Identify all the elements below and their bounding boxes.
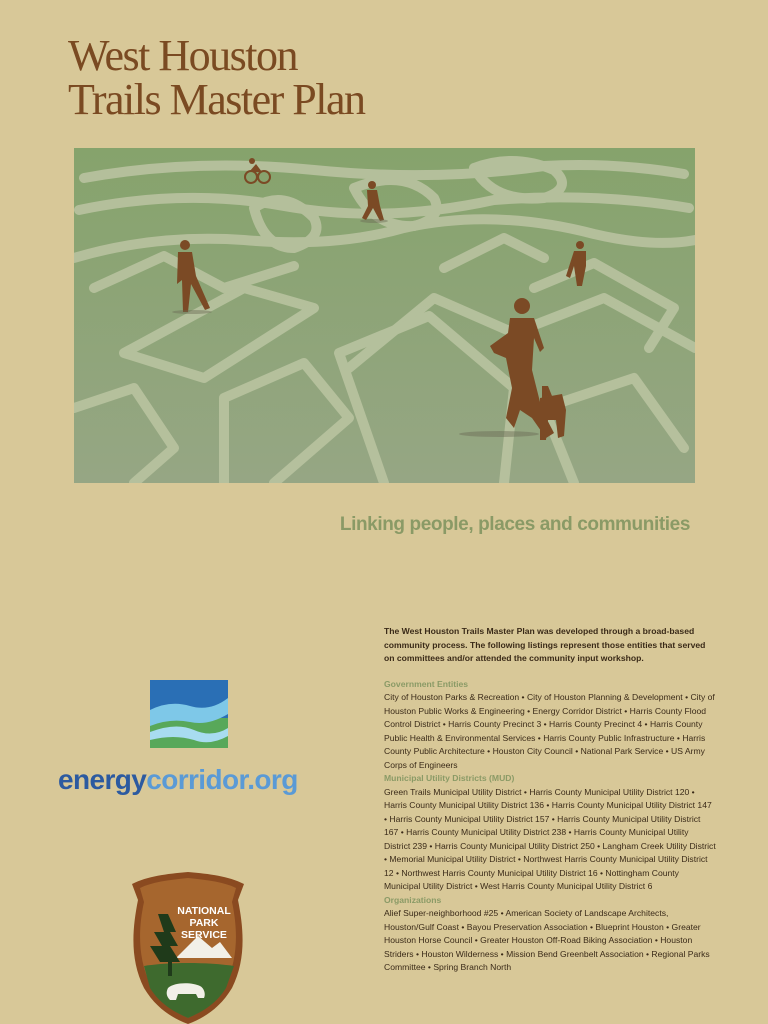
section-heading-organizations: Organizations	[384, 894, 442, 905]
nps-badge-line-1: NATIONAL	[177, 905, 231, 917]
document-title	[68, 31, 365, 124]
tagline: Linking people, places and communities	[339, 514, 690, 535]
hero-illustration	[74, 148, 695, 483]
section-body-organizations: Alief Super-neighborhood #25 • American Society of Landscape Architects, Houston/Gulf Coast • Bayou Preservation Association • Blueprint Houston • Greater Houston Horse Council • Greater Houston Off-Road Biking Association • Houston Striders • Houston Wilderness • Mission Bend Greenbelt Association • Regional Parks Committee • Spring Branch North	[384, 908, 710, 972]
logo-text-part-2: corridor.org	[146, 764, 298, 795]
nps-badge-line-3: SERVICE	[181, 929, 227, 941]
nps-badge-line-2: PARK	[189, 917, 219, 929]
logo-text-part-1: energy	[58, 764, 147, 795]
section-heading-mud: Municipal Utility Districts (MUD)	[384, 773, 515, 783]
section-heading-government: Government Entities	[384, 678, 469, 689]
title-line-1: West Houston	[68, 31, 298, 80]
section-body-government: City of Houston Parks & Recreation • City of Houston Planning & Development • City of Houston Public Works & Engineering • Energy Corridor District • Harris County Flood Control District • Harris County Precinct 3 • Harris County Precinct 4 • Harris County Public Health & Environmental Services • Harris County Public Infrastructure • Harris County Public Architecture • Houston City Council • National Park Service • US Army Corps of Engineers	[384, 692, 715, 770]
body-text	[384, 625, 716, 975]
energy-corridor-river-logo-icon	[150, 680, 228, 748]
title-line-2: Trails Master Plan	[68, 75, 365, 124]
energy-corridor-logo-text	[58, 766, 298, 794]
section-body-mud: Green Trails Municipal Utility District • Harris County Municipal Utility District 120 • Harris County Municipal Utility District 136 • Harris County Municipal Utility District 147 • Harris County Municipal Utility District 157 • Harris County Municipal Utility District 167 • Harris County Municipal Utility District 238 • Harris County Municipal Utility District 239 • Harris County Municipal Utility District 250 • Langham Creek Utility District • Memorial Municipal Utility District • Northwest Harris County Municipal Utility District 12 • Northwest Harris County Municipal Utility District 16 • Nottingham County Municipal Utility District • West Harris County Municipal Utility District 6	[384, 786, 716, 891]
intro-paragraph: The West Houston Trails Master Plan was developed through a broad-based community process. The following listings represent those entities that served on committees and/or attended the community input workshop.	[384, 626, 706, 663]
national-park-service-arrowhead-icon	[128, 870, 248, 1024]
